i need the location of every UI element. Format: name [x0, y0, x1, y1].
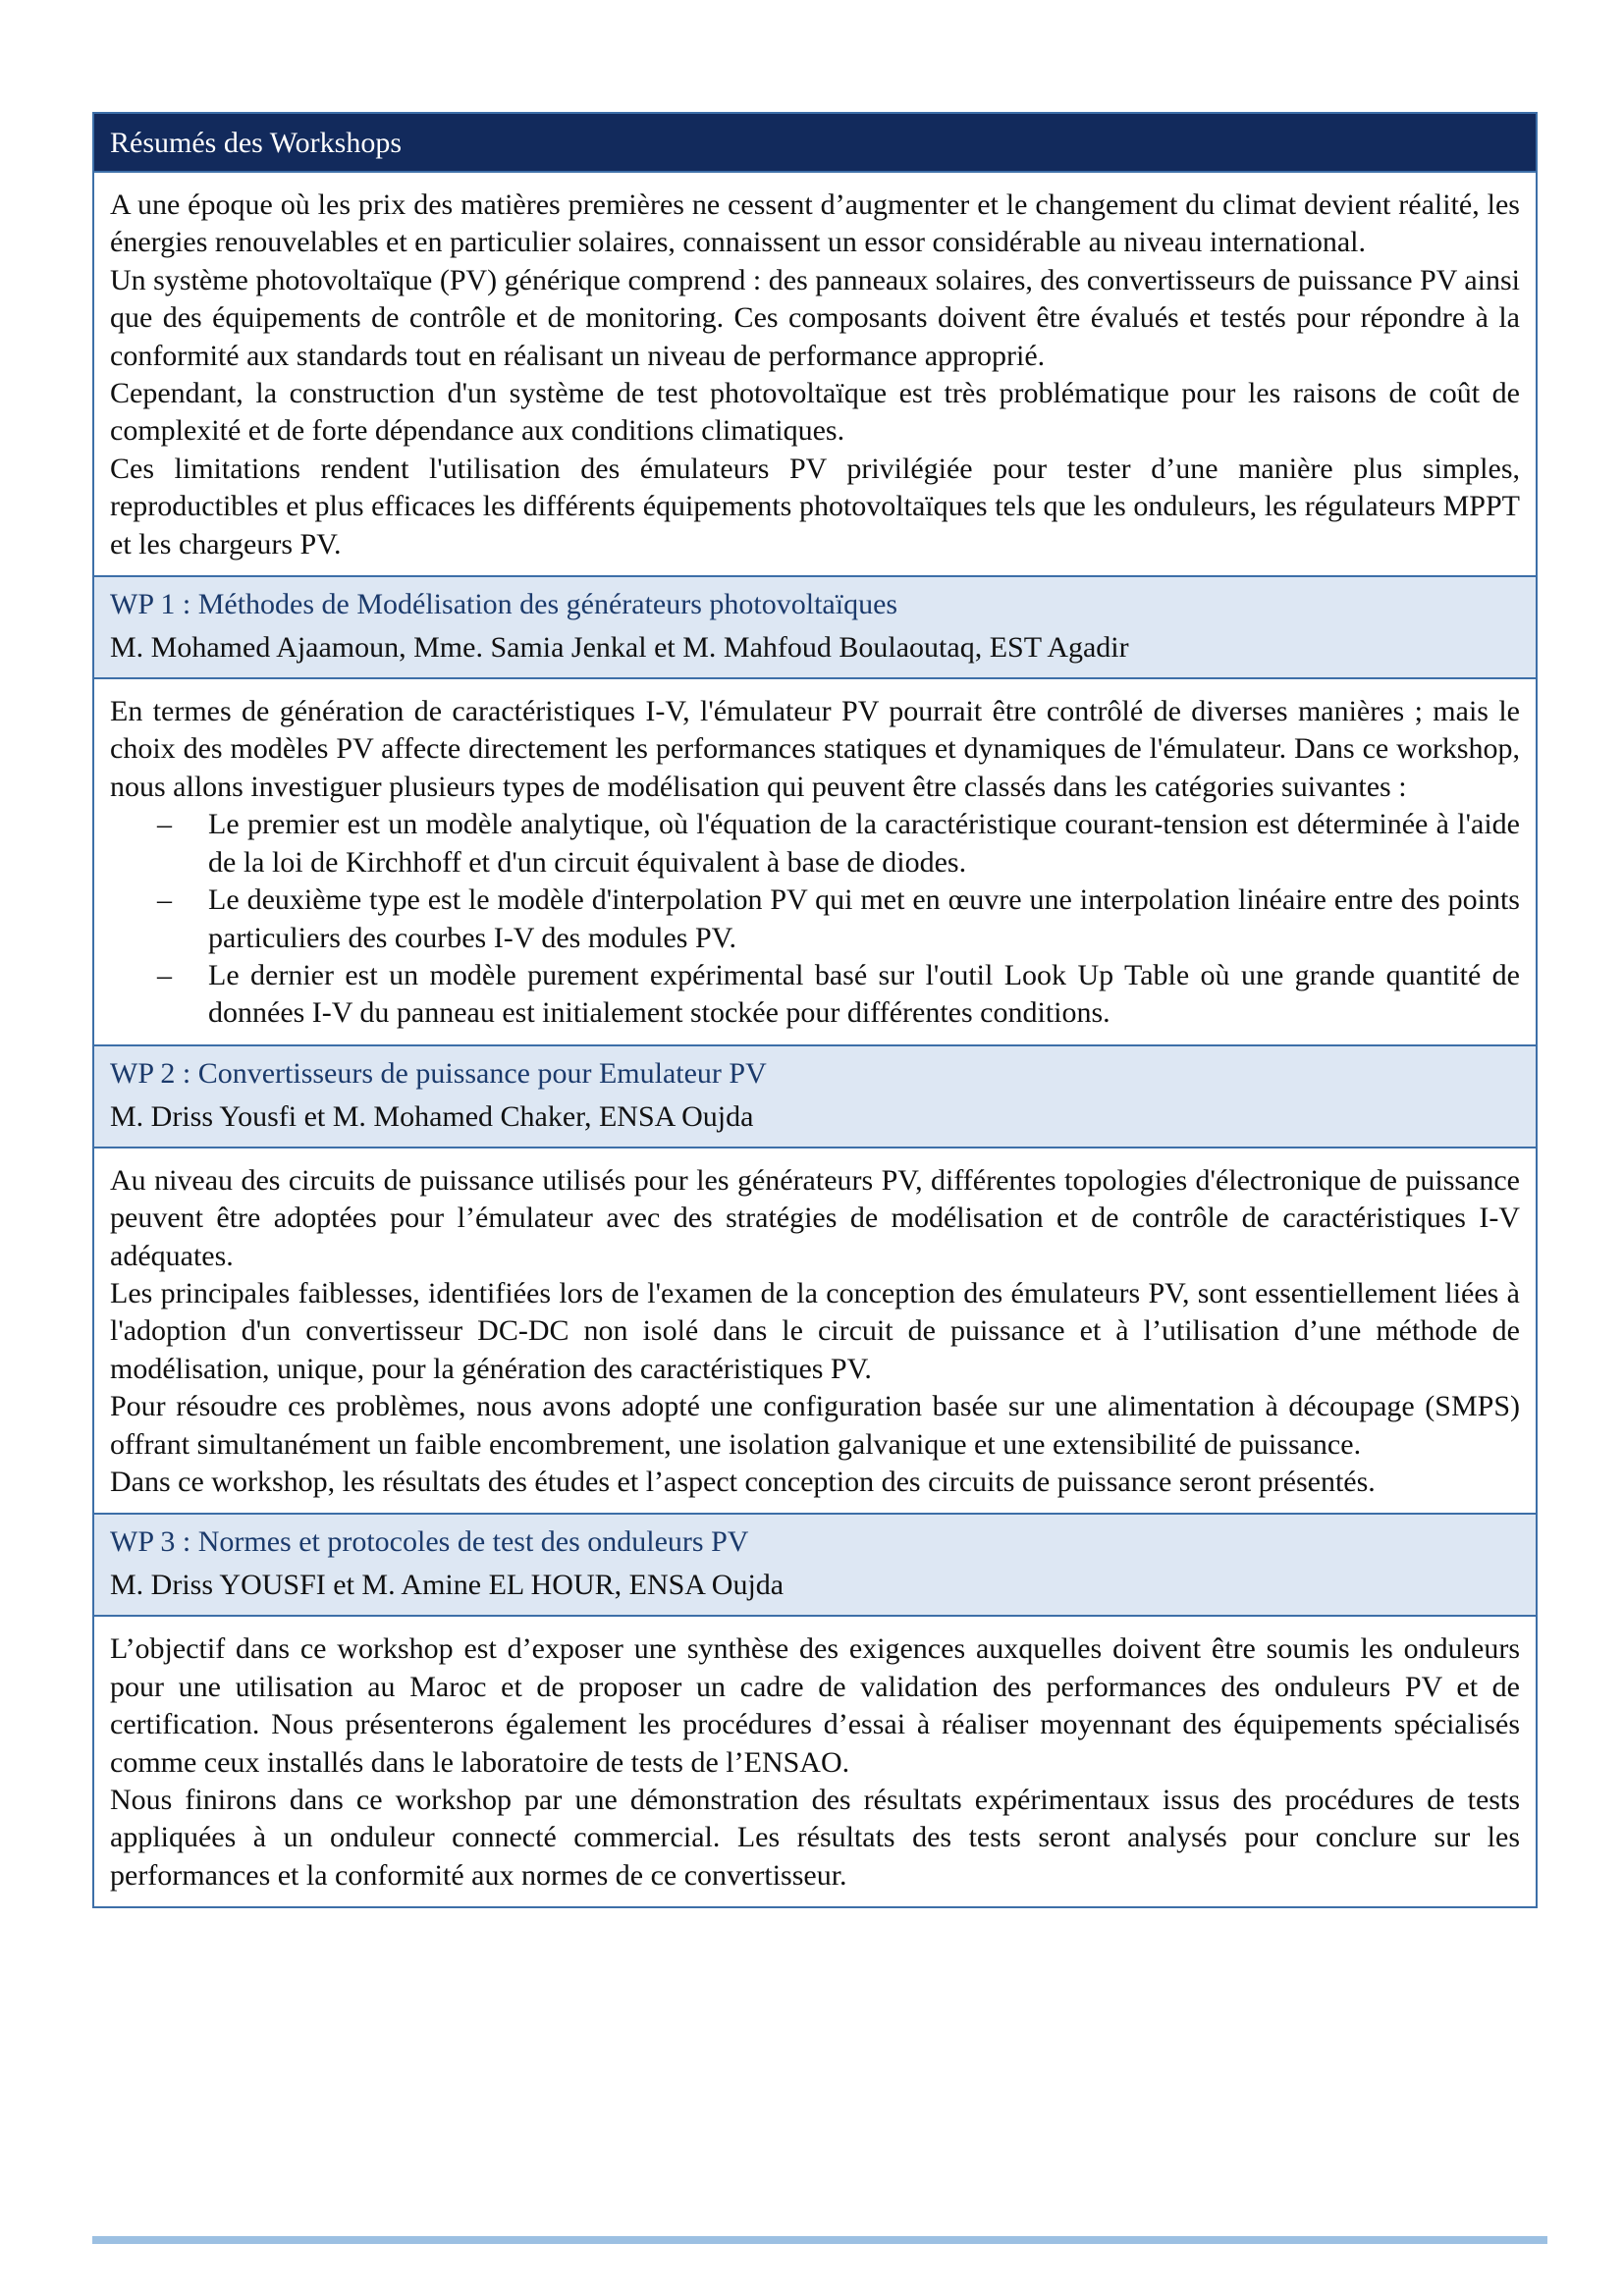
list-item — [157, 957, 1520, 1033]
intro-paragraph: Cependant, la construction d'un système de test photovoltaïque est très problématique pour les raisons de coût de complexité et de forte dépendance aux conditions climatiques. — [110, 377, 1520, 448]
list-item-text: Le premier est un modèle analytique, où l'équation de la caractéristique courant-tension est déterminée à l'aide de la loi de Kirchhoff et d'un circuit équivalent à base de diodes. — [208, 808, 1520, 879]
intro-block — [94, 173, 1536, 577]
list-item-text: Le deuxième type est le modèle d'interpolation PV qui met en œuvre une interpolation linéaire entre des points particuliers des courbes I-V des modules PV. — [208, 883, 1520, 954]
wp1-bullet-list — [110, 806, 1520, 1032]
dash-bullet-icon: – — [157, 808, 172, 841]
wp1-title: WP 1 : Méthodes de Modélisation des générateurs photovoltaïques — [110, 588, 898, 621]
wp2-body — [94, 1148, 1536, 1516]
wp3-paragraph: L’objectif dans ce workshop est d’exposer une synthèse des exigences auxquelles doivent être soumis les onduleurs pour une utilisation au Maroc et de proposer un cadre de validation des performances des onduleurs PV et de certification. Nous présenterons également les procédures d’essai à réaliser moyennant des équipements spécialisés comme ceux installés dans le laboratoire de tests de l’ENSAO. — [110, 1632, 1520, 1779]
wp2-authors: M. Driss Yousfi et M. Mohamed Chaker, ENSA Oujda — [110, 1099, 754, 1133]
wp2-paragraph: Pour résoudre ces problèmes, nous avons adopté une configuration basée sur une alimentation à découpage (SMPS) offrant simultanément un faible encombrement, une isolation galvanique et une extensibilité de puissance. — [110, 1390, 1520, 1461]
wp1-paragraph: En termes de génération de caractéristiques I-V, l'émulateur PV pourrait être contrôlé de diverses manières ; mais le choix des modèles PV affecte directement les performances statiques et dynamiques de l'émulateur. Dans ce workshop, nous allons investiguer plusieurs types de modélisation qui peuvent être classés dans les catégories suivantes : — [110, 695, 1520, 803]
wp1-header — [94, 577, 1536, 679]
list-item — [157, 881, 1520, 957]
intro-paragraph: Un système photovoltaïque (PV) générique comprend : des panneaux solaires, des convertisseurs de puissance PV ainsi que des équipements de contrôle et de monitoring. Ces composants doivent être évalués et testés pour répondre à la conformité aux standards tout en réalisant un niveau de performance approprié. — [110, 263, 1520, 372]
workshops-table — [92, 112, 1538, 1908]
wp3-title: WP 3 : Normes et protocoles de test des onduleurs PV — [110, 1525, 749, 1559]
wp3-header — [94, 1515, 1536, 1617]
dash-bullet-icon: – — [157, 883, 172, 917]
wp3-authors: M. Driss YOUSFI et M. Amine EL HOUR, ENSA Oujda — [110, 1569, 785, 1602]
wp1-authors: M. Mohamed Ajaamoun, Mme. Samia Jenkal et M. Mahfoud Boulaoutaq, EST Agadir — [110, 631, 1129, 665]
list-item — [157, 806, 1520, 881]
footer-divider — [92, 2236, 1547, 2244]
wp1-body — [94, 679, 1536, 1046]
wp2-paragraph: Les principales faiblesses, identifiées lors de l'examen de la conception des émulateurs PV, sont essentiellement liées à l'adoption d'un convertisseur DC-DC non isolé dans le circuit de puissance et à l’utilisation d’une méthode de modélisation, unique, pour la génération des caractéristiques PV. — [110, 1276, 1520, 1385]
section-title: Résumés des Workshops — [94, 114, 1536, 173]
list-item-text: Le dernier est un modèle purement expérimental basé sur l'outil Look Up Table où une grande quantité de données I-V du panneau est initialement stockée pour différentes conditions. — [208, 958, 1520, 1030]
wp2-header — [94, 1046, 1536, 1148]
dash-bullet-icon: – — [157, 958, 172, 991]
wp2-paragraph: Au niveau des circuits de puissance utilisés pour les générateurs PV, différentes topologies d'électronique de puissance peuvent être adoptées pour l’émulateur avec des stratégies de modélisation et de contrôle de caractéristiques I-V adéquates. — [110, 1163, 1520, 1272]
intro-paragraph: Ces limitations rendent l'utilisation des émulateurs PV privilégiée pour tester d’une manière plus simples, reproductibles et plus efficaces les différents équipements photovoltaïques tels que les onduleurs, les régulateurs MPPT et les chargeurs PV. — [110, 452, 1520, 561]
intro-paragraph: A une époque où les prix des matières premières ne cessent d’augmenter et le changement du climat devient réalité, les énergies renouvelables et en particulier solaires, connaissent un essor considérable au niveau international. — [110, 188, 1520, 259]
wp3-paragraph: Nous finirons dans ce workshop par une démonstration des résultats expérimentaux issus des procédures de tests appliquées à un onduleur connecté commercial. Les résultats des tests seront analysés pour conclure sur les performances et la conformité aux normes de ce convertisseur. — [110, 1784, 1520, 1892]
wp3-body — [94, 1617, 1536, 1906]
wp2-title: WP 2 : Convertisseurs de puissance pour Emulateur PV — [110, 1056, 767, 1090]
wp2-paragraph: Dans ce workshop, les résultats des études et l’aspect conception des circuits de puissance seront présentés. — [110, 1465, 1376, 1498]
